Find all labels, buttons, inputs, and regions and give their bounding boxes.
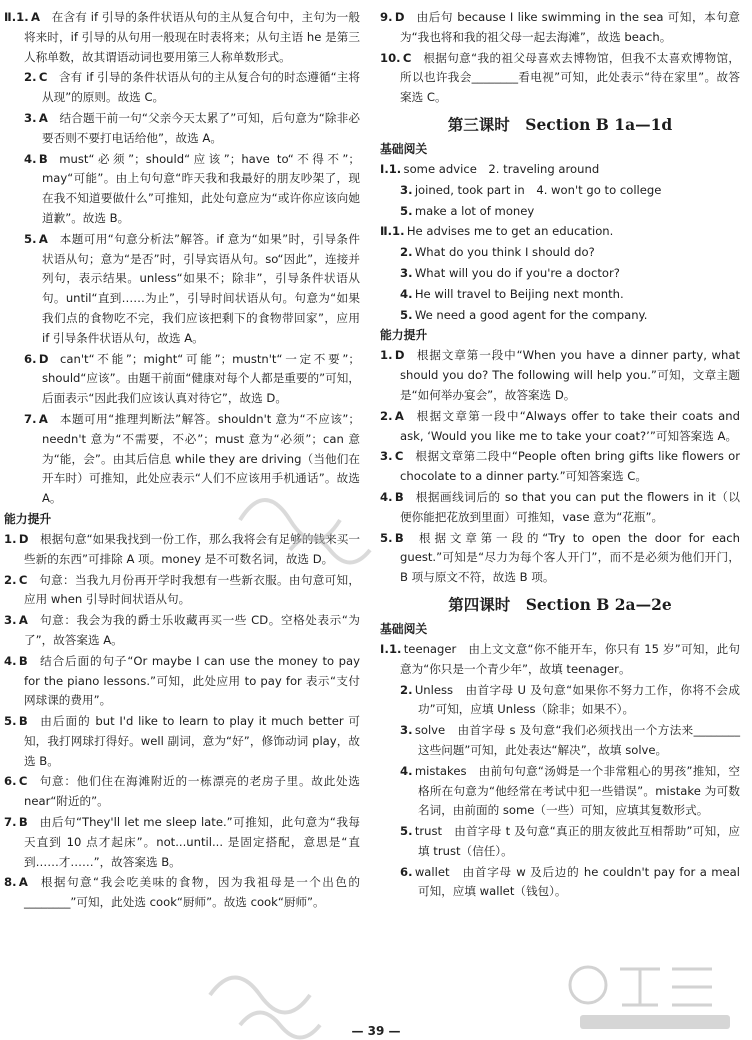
answer-item [380,721,740,761]
section-heading: 基础阅关 [380,621,428,636]
item-number: 10. [380,50,401,65]
item-number: 4. [380,489,393,504]
answer-letter: A [38,411,48,426]
answer-letter: A [31,10,40,24]
section-heading: 能力提升 [4,511,52,526]
answer-item [380,488,740,528]
item-number: 3. [400,723,413,738]
explanation-text: 由后句 because I like swimming in the sea 可知，本句意为“我也将和我的祖父母一起去海滩”，故选 beach。 [400,10,740,44]
answer-item [4,611,360,651]
answer-letter: B [18,815,28,830]
item-number: 6. [4,774,17,789]
explanation-text: 结合后面的句子“Or maybe I can use the money to pay for the piano lessons.”可知，此处应用 to pay for 表示“支付网球课的费用”。 [24,653,360,708]
answer-item [380,822,740,862]
explanation-text: He will travel to Beijing next month. [414,286,624,301]
item-number: Ⅰ.1. [380,161,402,176]
item-number: 3. [4,613,17,628]
explanation-text: 本题可用“推理判断法”解答。shouldn't 意为“不应该”；needn't 意为“不需要，不必”；must 意为“必须”；can 意为“能，会”。由其后信息 while they are driving（当他们在开车时）可推知，此处应表示“人们不应该用手机通话”。故选 A。 [42,411,360,506]
answer-letter: A [18,875,28,890]
explanation-text: 由后面的 but I'd like to learn to play it much better 可知，我打网球打得好。well 副词，意为“好”，修饰动词 play，故选 B。 [24,714,360,768]
answer-item [380,640,740,680]
right-column [380,8,740,903]
item-number: 9. [380,10,393,24]
answer-item [380,222,740,242]
answer-item [380,529,740,588]
item-number: Ⅱ.1. [4,10,29,24]
item-number: 4. [24,151,37,166]
explanation-text: 句意：我会为我的爵士乐收藏再买一些 CD。空格处表示“为了”，故答案选 A。 [24,613,360,647]
watermark-logo-icon [560,955,750,1035]
item-number: 8. [4,875,17,890]
explanation-text: 本题可用“句意分析法”解答。if 意为“如果”时，引导条件状语从句；意为“是否”时，引导宾语从句。so“因此”，连接并列句，表示结果。unless“如果不；除非”，引导条件状语从句。until“直到……为止”，引导时间状语从句。句意为“如果我们点的食物吃不完，我们应该把剩下的食物带回家”，应用 if 引导条件状语从句，故选 A。 [42,231,360,345]
explanation-text: We need a good agent for the company. [414,307,648,322]
answer-letter: D [18,531,29,546]
item-number: 4. [400,763,413,778]
item-number: 5. [4,714,17,729]
item-number: 2. [400,245,413,260]
explanation-text: 根据句意“如果我找到一份工作，那么我将会有足够的钱来买一些新的东西”可排除 A 项。money 是不可数名词，故选 D。 [24,531,360,566]
item-number: 2. [380,408,393,423]
answer-item [4,150,360,229]
item-number: Ⅱ.1. [380,224,405,239]
item-number: 3. [400,182,413,197]
item-number: 5. [400,824,413,839]
lesson-title: 第三课时 Section B 1a—1d [447,114,673,134]
answer-item [4,530,360,570]
answer-letter: C [18,774,28,789]
explanation-text: teenager 由上文文意“你不能开车，你只有 15 岁”可知，此句意为“你只是一个青少年”，故填 teenager。 [400,641,740,676]
explanation-text: 根据句意“我的祖父母喜欢去博物馆，但我不太喜欢博物馆，所以也许我会________看电视”可知，此处表示“待在家里”。故答案选 C。 [400,50,740,105]
explanation-text: 由后句“They'll let me sleep late.”可推知，此句意为“我每天直到 10 点才起床”。not...until... 是固定搭配，意思是“直到……才……”，故答案选 B。 [24,815,360,869]
item-number: 7. [4,815,17,830]
answer-letter: B [38,151,48,166]
item-number: 3. [400,265,413,280]
answer-item [380,8,740,48]
item-number: 5. [24,231,37,246]
explanation-text: 句意：当我九月份再开学时我想有一些新衣服。由句意可知，应用 when 引导时间状语从句。 [24,572,360,607]
answer-item [380,264,740,284]
answer-item [380,160,740,180]
explanation-text: 根据句意“我会吃美味的食物，因为我祖母是一个出色的________”可知，此处选 cook“厨师”。故选 cook“厨师”。 [24,875,360,910]
answer-item [4,230,360,349]
explanation-text: joined, took part in 4. won't go to college [414,182,662,197]
answer-item [380,346,740,405]
item-number: 6. [24,351,37,366]
item-number: 4. [400,286,413,301]
answer-letter: B [394,530,404,545]
explanation-text: Unless 由首字母 U 及句意“如果你不努力工作，你将不会成功”可知，应填 Unless（除非；如果不）。 [414,682,740,717]
answer-item [380,681,740,721]
explanation-text: 含有 if 引导的条件状语从句的主从复合句的时态遵循“主将从现”的原则。故选 C。 [42,70,360,105]
answer-letter: C [38,70,48,85]
item-number: 2. [24,70,37,85]
explanation-text: 根据文章第一段的“Try to open the door for each guest.”可知是“尽力为每个客人开门”，而不是必须为他们开门，B 项与原文不符，故选 B 项。 [400,530,740,585]
explanation-text: 根据画线词后的 so that you can put the flowers in it（以便你能把花放到里面）可推知，vase 意为“花瓶”。 [400,489,740,524]
answer-letter: B [18,653,28,668]
lesson-title: 第四课时 Section B 2a—2e [448,594,672,614]
item-number: 1. [380,348,393,363]
page-number: — 39 — [351,1024,401,1038]
item-number: 3. [24,110,37,125]
explanation-text: 根据文章第一段中“When you have a dinner party, what should you do? The following will help you.”可知，文章主题是“如何举办宴会”，故答案选 D。 [400,348,740,402]
answer-letter: C [394,449,404,464]
answer-item [4,873,360,913]
answer-item [380,285,740,305]
answer-item [4,571,360,611]
explanation-text: What do you think I should do? [414,245,595,260]
answer-item [380,863,740,903]
answer-item [4,350,360,409]
explanation-text: 在含有 if 引导的条件状语从句的主从复合句中，主句为一般将来时，if 引导的从句用一般现在时表将来；从句主语 he 是第三人称单数，故其谓语动词也要用第三人称单数形式。 [24,10,360,64]
answer-item [380,243,740,263]
item-number: Ⅰ.1. [380,641,402,656]
answer-item [4,410,360,509]
answer-item [4,652,360,711]
answer-item [380,202,740,222]
answer-letter: C [18,572,28,587]
answer-item [380,306,740,326]
answer-letter: A [394,408,404,423]
item-number: 6. [400,864,413,879]
answer-letter: B [394,489,404,504]
answer-item [4,68,360,108]
explanation-text: 句意：他们住在海滩附近的一栋漂亮的老房子里。故此处选 near“附近的”。 [24,774,360,809]
answer-item [4,8,360,67]
explanation-text: trust 由首字母 t 及句意“真正的朋友彼此互相帮助”可知，应填 trust（信任）。 [414,824,740,858]
explanation-text: can't“不能”；might“可能”；mustn't“一定不要”；should“应该”。由题干前面“健康对每个人都是重要的”可知，后面表示“因此我们应该认真对待它”，故选 D。 [42,351,360,406]
answer-item [4,109,360,149]
item-number: 3. [380,449,393,464]
answer-letter: B [18,714,28,729]
answer-letter: A [38,231,48,246]
left-column [4,8,360,914]
answer-item [4,813,360,872]
item-number: 5. [400,307,413,322]
answer-letter: D [38,351,49,366]
section-heading: 能力提升 [380,328,428,343]
explanation-text: What will you do if you're a doctor? [414,265,620,280]
section-heading: 基础阅关 [380,141,428,156]
answer-item [4,712,360,771]
item-number: 2. [400,682,413,697]
answer-item [380,181,740,201]
answer-item [380,49,740,108]
answer-letter: D [394,10,405,24]
item-number: 5. [380,530,393,545]
explanation-text: 根据文章第二段中“People often bring gifts like flowers or chocolate to a dinner party.”可知答案选 C。 [400,449,740,484]
item-number: 2. [4,572,17,587]
answer-letter: A [18,613,28,628]
explanation-text: make a lot of money [414,203,535,218]
item-number: 7. [24,411,37,426]
explanation-text: He advises me to get an education. [406,224,614,239]
item-number: 5. [400,203,413,218]
explanation-text: mistakes 由前句句意“汤姆是一个非常粗心的男孩”推知，空格所在句意为“他经常在考试中犯一些错误”。mistake 为可数名词，由前面的 some（一些）可知，应填其复数形式。 [414,763,740,818]
answer-item [380,447,740,487]
explanation-text: some advice 2. traveling around [403,161,600,176]
answer-item [380,407,740,447]
item-number: 4. [4,653,17,668]
item-number: 1. [4,531,17,546]
answer-item [380,762,740,821]
explanation-text: must“必须”；should“应该”；have to“不得不”；may“可能”。由上句句意“昨天我和我最好的朋友吵架了，现在我不知道要做什么”可推知，此处句意应为“或许你应该向她道歉”。故选 B。 [42,151,360,225]
explanation-text: 结合题干前一句“父亲今天太累了”可知，后句意为“除非必要否则不要打电话给他”，故选 A。 [42,110,360,145]
answer-letter: A [38,110,48,125]
explanation-text: wallet 由首字母 w 及后边的 he couldn't pay for a meal 可知，应填 wallet（钱包）。 [414,864,740,899]
explanation-text: solve 由首字母 s 及句意“我们必须找出一个方法来________这些问题”可知，此处表达“解决”，故填 solve。 [414,723,740,757]
answer-letter: C [402,50,412,65]
answer-letter: D [394,348,405,363]
answer-item [4,772,360,812]
explanation-text: 根据文章第一段中“Always offer to take their coats and ask, ‘Would you like me to take your coat?’”可知答案选 A。 [400,408,740,443]
